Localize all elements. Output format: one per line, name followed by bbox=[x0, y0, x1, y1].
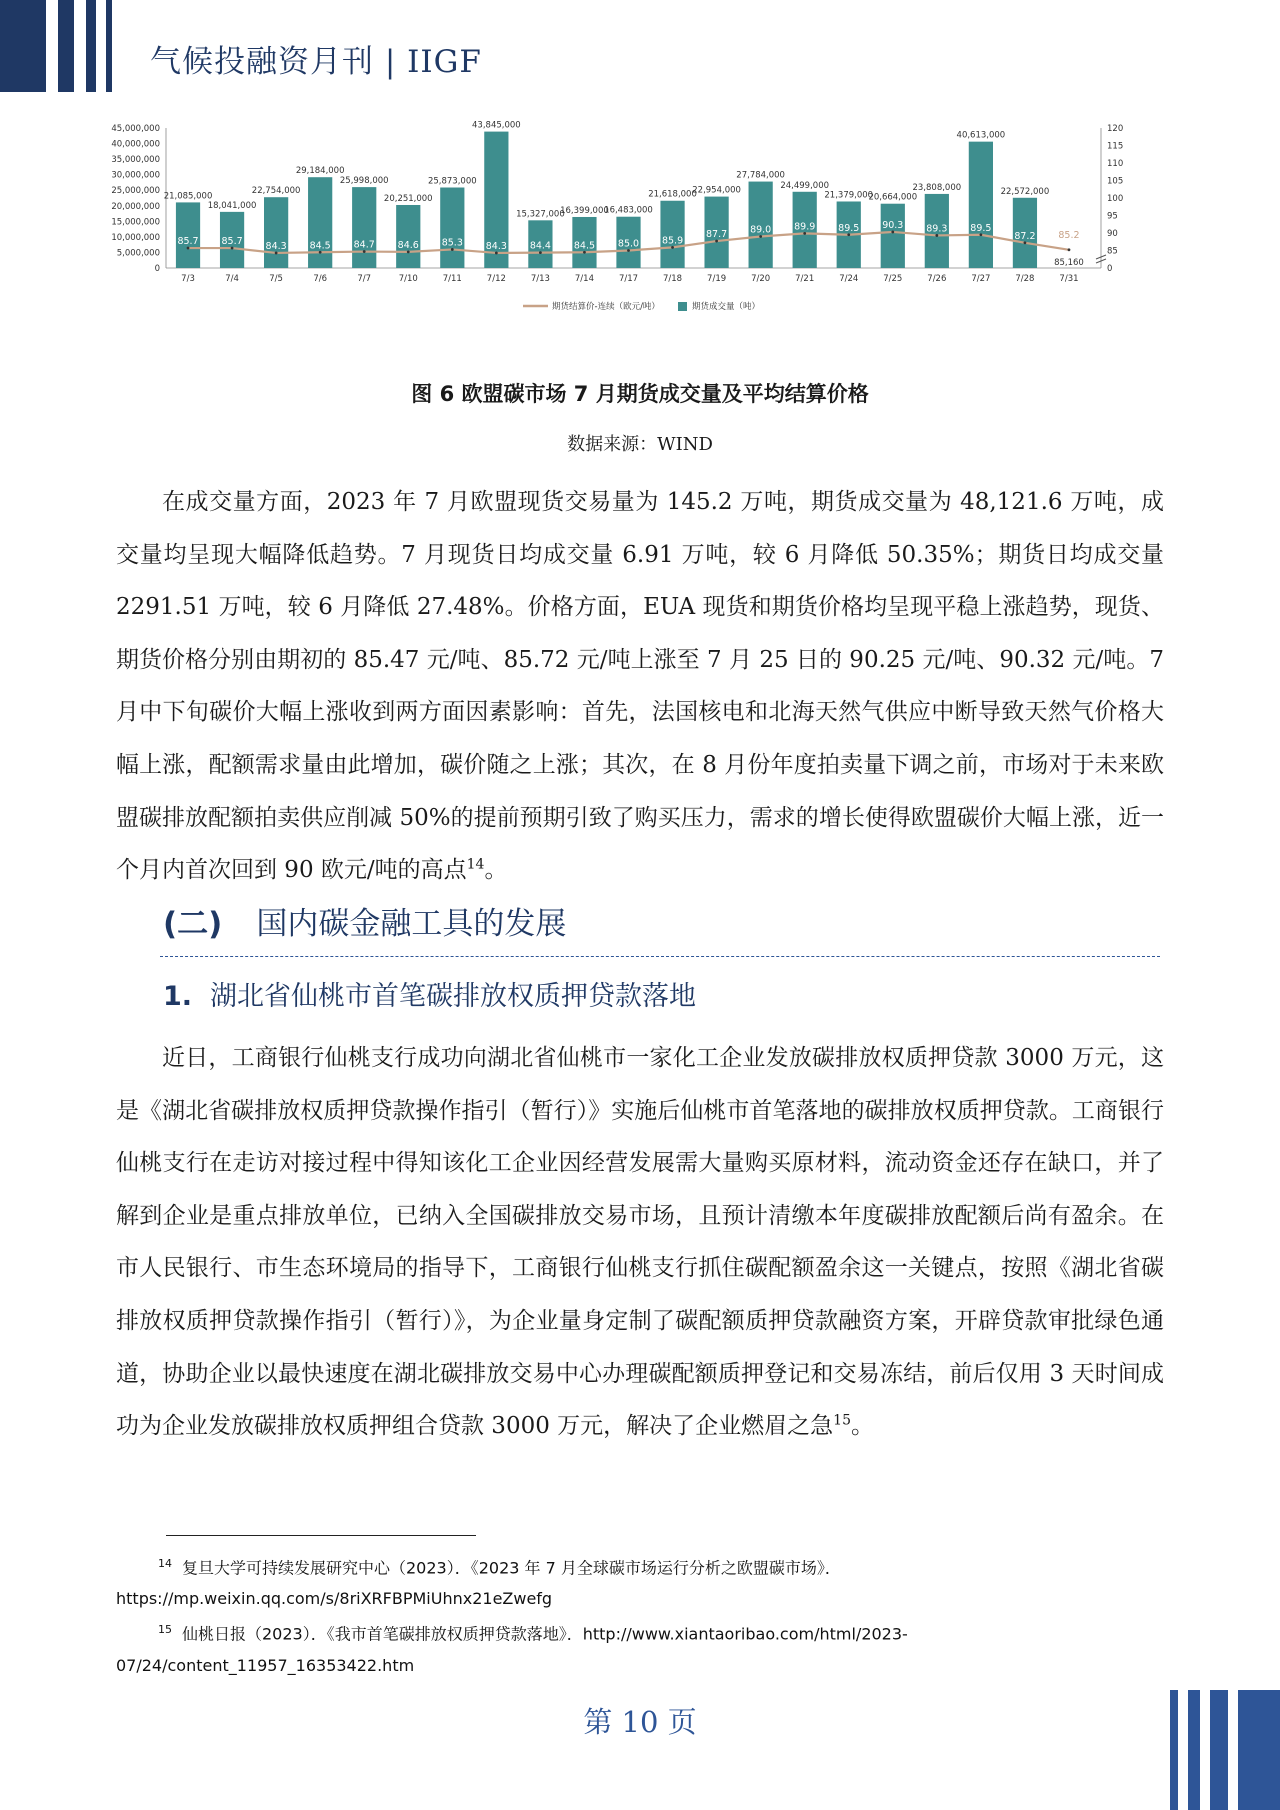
volume-data-label: 18,041,000 bbox=[207, 200, 257, 211]
footnote-ref[interactable]: 15 bbox=[833, 1412, 851, 1429]
x-tick-label: 7/10 bbox=[398, 274, 418, 284]
header-title: 气候投融资月刊 | IIGF bbox=[150, 44, 482, 80]
y-right-tick-label: 115 bbox=[1107, 141, 1124, 152]
footnote-link[interactable]: 07/24/content_11957_16353422.htm bbox=[116, 1655, 415, 1675]
price-data-label: 87.2 bbox=[1014, 230, 1036, 242]
y-right-tick-label: 120 bbox=[1107, 124, 1124, 134]
volume-data-label: 15,327,000 bbox=[516, 209, 565, 220]
x-tick-label: 7/11 bbox=[442, 274, 462, 284]
legend-bar-swatch bbox=[678, 302, 687, 311]
volume-bar bbox=[881, 204, 905, 268]
price-data-label: 85.9 bbox=[661, 235, 684, 247]
legend-label-price: 期货结算价-连续（欧元/吨） bbox=[552, 302, 660, 312]
price-point bbox=[407, 251, 410, 254]
footnote-text: 复旦大学可持续发展研究中心（2023）．《2023 年 7 月全球碳市场运行分析之欧盟碳市场》． bbox=[182, 1558, 841, 1578]
paragraph-text: 近日，工商银行仙桃支行成功向湖北省仙桃市一家化工企业发放碳排放权质押贷款 3000 万元，这是《湖北省碳排放权质押贷款操作指引（暂行）》实施后仙桃市首笔落地的碳排放权质押贷款。工商银行仙桃支行在走访对接过程中得知该化工企业因经营发展需大量购买原材料，流动资金还存在缺口，并了解到企业是重点排放单位，已纳入全国碳排放交易市场，且预计清缴本年度碳排放配额后尚有盈余。在市人民银行、市生态环境局的指导下，工商银行仙桃支行抓住碳配额盈余这一关键点，按照《湖北省碳排放权质押贷款操作指引（暂行）》，为企业量身定制了碳配额质押贷款融资方案，开辟贷款审批绿色通道，协助企业以最快速度在湖北碳排放交易中心办理碳配额质押登记和交易冻结，前后仅用 3 天时间成功为企业发放碳排放权质押组合贷款 3000 万元，解决了企业燃眉之急 bbox=[116, 1045, 1164, 1440]
y-left-tick-label: 45,000,000 bbox=[111, 124, 160, 134]
y-left-tick-label: 10,000,000 bbox=[111, 232, 160, 243]
price-point bbox=[935, 234, 938, 237]
volume-bar bbox=[969, 142, 993, 268]
volume-data-label: 22,954,000 bbox=[692, 185, 741, 196]
x-tick-label: 7/28 bbox=[1015, 274, 1035, 284]
y-left-tick-label: 20,000,000 bbox=[111, 201, 160, 212]
x-tick-label: 7/3 bbox=[181, 274, 195, 284]
price-point bbox=[495, 252, 498, 255]
price-data-label: 84.5 bbox=[573, 240, 596, 252]
x-tick-label: 7/31 bbox=[1059, 274, 1079, 284]
price-point bbox=[847, 233, 850, 236]
paragraph-trading-volume bbox=[116, 476, 1164, 897]
price-point bbox=[319, 251, 322, 254]
figure-caption: 图 6 欧盟碳市场 7 月期货成交量及平均结算价格 bbox=[411, 382, 869, 406]
x-tick-label: 7/27 bbox=[971, 274, 991, 284]
volume-data-label: 21,085,000 bbox=[163, 191, 213, 202]
section-number: (二) bbox=[163, 906, 223, 942]
price-data-label: 85.7 bbox=[177, 236, 199, 248]
price-data-label: 85.7 bbox=[221, 236, 243, 248]
footnotes bbox=[116, 1548, 1176, 1681]
price-point bbox=[275, 252, 278, 255]
price-data-label: 85.2 bbox=[1058, 229, 1080, 241]
volume-data-label: 25,873,000 bbox=[427, 176, 477, 187]
price-point bbox=[979, 233, 982, 236]
price-point bbox=[627, 249, 630, 252]
footnote-15-line1 bbox=[116, 1614, 1176, 1649]
price-data-label: 87.7 bbox=[706, 229, 728, 241]
x-tick-label: 7/13 bbox=[530, 274, 550, 284]
y-left-tick-label: 0 bbox=[154, 264, 160, 274]
x-tick-label: 7/18 bbox=[663, 274, 683, 284]
price-point bbox=[891, 231, 894, 234]
volume-bar bbox=[440, 188, 464, 268]
subsection-number: 1. bbox=[163, 981, 193, 1012]
footnote-text: 仙桃日报（2023）．《我市首笔碳排放权质押贷款落地》．http://www.xiantaoribao.com/html/2023- bbox=[182, 1624, 908, 1644]
x-tick-label: 7/21 bbox=[795, 274, 815, 284]
paragraph-end: 。 bbox=[850, 1413, 874, 1440]
y-left-tick-label: 25,000,000 bbox=[111, 186, 160, 197]
price-data-label: 84.6 bbox=[397, 239, 419, 251]
price-data-label: 89.5 bbox=[970, 222, 992, 234]
price-point bbox=[451, 248, 454, 251]
footnote-14-line1 bbox=[116, 1548, 1176, 1583]
volume-data-label: 27,784,000 bbox=[736, 170, 785, 181]
volume-data-label: 22,754,000 bbox=[251, 186, 301, 197]
x-tick-label: 7/25 bbox=[883, 274, 903, 284]
footnote-14-line2[interactable] bbox=[116, 1583, 1176, 1614]
y-left-tick-label: 15,000,000 bbox=[111, 217, 160, 228]
price-point bbox=[715, 240, 718, 243]
futures-chart bbox=[111, 120, 1128, 363]
paragraph-xiantao-loan bbox=[116, 1032, 1164, 1453]
footnote-link[interactable]: https://mp.weixin.qq.com/s/8riXRFBPMiUhnx21eZwefg bbox=[116, 1589, 553, 1609]
price-point bbox=[759, 235, 762, 238]
x-tick-label: 7/12 bbox=[486, 274, 506, 284]
section-heading bbox=[163, 898, 566, 943]
volume-bar bbox=[396, 205, 420, 268]
x-tick-label: 7/24 bbox=[839, 274, 859, 284]
volume-data-label: 29,184,000 bbox=[295, 166, 345, 177]
price-point bbox=[671, 246, 674, 249]
y-left-tick-label: 40,000,000 bbox=[111, 139, 160, 150]
price-data-label: 90.3 bbox=[882, 219, 904, 231]
price-data-label: 89.3 bbox=[926, 223, 948, 235]
x-tick-label: 7/6 bbox=[313, 274, 328, 284]
footnote-15-line2[interactable] bbox=[116, 1650, 1176, 1681]
header-decoration-bars bbox=[0, 0, 118, 92]
section-title: 国内碳金融工具的发展 bbox=[256, 906, 567, 942]
price-data-label: 85.3 bbox=[441, 237, 463, 249]
y-right-tick-label: 100 bbox=[1107, 194, 1124, 204]
price-point bbox=[231, 247, 234, 250]
x-tick-label: 7/26 bbox=[927, 274, 947, 284]
y-left-tick-label: 35,000,000 bbox=[111, 155, 160, 166]
price-data-label: 89.5 bbox=[838, 222, 860, 234]
price-data-label: 84.7 bbox=[353, 239, 375, 251]
volume-data-label: 43,845,000 bbox=[472, 120, 521, 131]
price-point bbox=[539, 251, 542, 254]
price-data-label: 84.5 bbox=[309, 240, 331, 252]
y-left-tick-label: 30,000,000 bbox=[111, 170, 160, 181]
volume-data-label: 22,572,000 bbox=[1000, 186, 1050, 197]
volume-data-label: 16,483,000 bbox=[604, 205, 653, 216]
paragraph-text: 在成交量方面，2023 年 7 月欧盟现货交易量为 145.2 万吨，期货成交量为 48,121.6 万吨，成交量均呈现大幅降低趋势。7 月现货日均成交量 6.91 万吨，较 6 月降低 50.35%；期货日均成交量 2291.51 万吨，较 6 月降低 27.48%。价格方面，EUA 现货和期货价格均呈现平稳上涨趋势，现货、期货价格分别由期初的 85.47 元/吨、85.72 元/吨上涨至 7 月 25 日的 90.25 元/吨、90.32 元/吨。7 月中下旬碳价大幅上涨收到两方面因素影响：首先，法国核电和北海天然气供应中断导致天然气价格大幅上涨，配额需求量由此增加，碳价随之上涨；其次，在 8 月份年度拍卖量下调之前，市场对于未来欧盟碳排放配额拍卖供应削减 50%的提前预期引致了购买压力，需求的增长使得欧盟碳价大幅上涨，近一个月内首次回到 90 欧元/吨的高点 bbox=[116, 489, 1164, 884]
subsection-heading bbox=[163, 974, 696, 1013]
volume-data-label: 21,379,000 bbox=[824, 190, 874, 201]
volume-data-label: 16,399,000 bbox=[560, 205, 609, 216]
figure-source: 数据来源：WIND bbox=[567, 434, 713, 455]
subsection-title: 湖北省仙桃市首笔碳排放权质押贷款落地 bbox=[210, 981, 697, 1012]
price-data-label: 89.9 bbox=[794, 221, 816, 233]
price-point bbox=[583, 251, 586, 254]
price-point bbox=[187, 247, 190, 250]
volume-data-label: 40,613,000 bbox=[956, 130, 1006, 141]
price-data-label: 89.0 bbox=[750, 224, 772, 236]
volume-data-label-last: 85,160 bbox=[1054, 258, 1084, 268]
volume-data-label: 23,808,000 bbox=[912, 182, 962, 193]
volume-bar bbox=[264, 197, 288, 268]
footer-decoration-bars bbox=[1170, 1690, 1280, 1810]
footnote-number: 14 bbox=[158, 1557, 172, 1570]
x-tick-label: 7/5 bbox=[269, 274, 283, 284]
volume-bar bbox=[352, 187, 376, 268]
price-point bbox=[1024, 241, 1027, 244]
price-data-label: 84.3 bbox=[265, 240, 287, 252]
page-number: 第 10 页 bbox=[583, 1705, 697, 1739]
price-data-label: 84.3 bbox=[485, 240, 507, 252]
volume-bar bbox=[308, 177, 332, 268]
price-data-label: 84.4 bbox=[529, 240, 551, 252]
y-right-tick-label: 85 bbox=[1107, 246, 1118, 257]
x-tick-label: 7/4 bbox=[225, 274, 239, 284]
futures-chart-svg bbox=[111, 120, 1128, 363]
price-data-label: 85.0 bbox=[617, 238, 640, 250]
x-tick-label: 7/19 bbox=[707, 274, 727, 284]
price-point bbox=[803, 232, 806, 235]
y-right-tick-label: 90 bbox=[1107, 229, 1118, 239]
legend-label-volume: 期货成交量（吨） bbox=[692, 302, 761, 312]
y-right-tick-label: 110 bbox=[1107, 159, 1124, 169]
x-tick-label: 7/20 bbox=[751, 274, 771, 284]
volume-data-label: 25,998,000 bbox=[339, 176, 389, 187]
volume-data-label: 24,499,000 bbox=[780, 180, 830, 191]
x-tick-label: 7/14 bbox=[574, 274, 594, 284]
price-point bbox=[363, 250, 366, 253]
y-right-tick-label: 0 bbox=[1107, 264, 1113, 274]
footnote-ref[interactable]: 14 bbox=[466, 856, 485, 873]
y-right-tick-label: 105 bbox=[1107, 176, 1124, 187]
paragraph-end: 。 bbox=[484, 857, 508, 884]
price-point bbox=[1068, 248, 1071, 251]
y-left-tick-label: 5,000,000 bbox=[116, 248, 160, 259]
x-tick-label: 7/7 bbox=[357, 274, 372, 284]
footnote-number: 15 bbox=[158, 1623, 172, 1637]
section-divider bbox=[160, 956, 1160, 957]
volume-data-label: 21,618,000 bbox=[648, 189, 697, 200]
x-tick-label: 7/17 bbox=[618, 274, 639, 284]
volume-data-label: 20,251,000 bbox=[383, 193, 433, 204]
volume-data-label: 20,664,000 bbox=[868, 192, 918, 203]
footnote-separator bbox=[166, 1535, 476, 1536]
y-right-tick-label: 95 bbox=[1107, 211, 1118, 222]
